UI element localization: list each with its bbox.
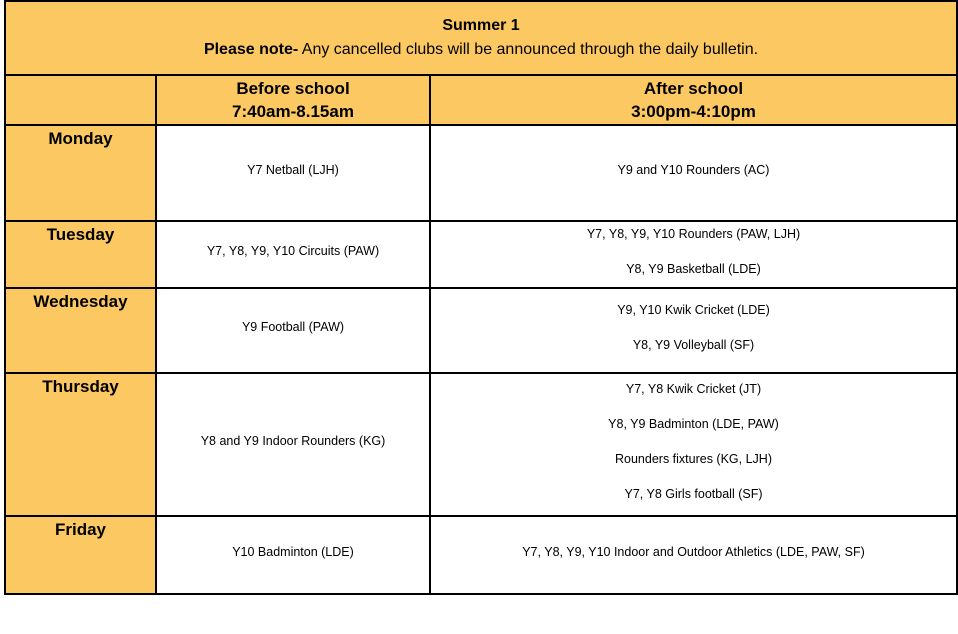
note-prefix: Please note- (203, 41, 299, 58)
club-entry: Y7, Y8, Y9, Y10 Circuits (PAW) (206, 244, 380, 258)
clubs-timetable (4, 0, 958, 595)
before-school-cell (156, 516, 430, 594)
day-monday: Monday (5, 125, 156, 221)
club-entry: Y7, Y8, Y9, Y10 Rounders (PAW, LJH) (586, 226, 801, 241)
club-entry: Y7 Netball (LJH) (247, 162, 339, 177)
before-school-cell (156, 221, 430, 288)
day-friday: Friday (5, 516, 156, 594)
before-school-cell (156, 288, 430, 373)
note-text: Any cancelled clubs will be announced through the daily bulletin. (301, 41, 759, 58)
club-entry: Y7, Y8 Girls football (SF) (624, 486, 763, 501)
cancellation-note (6, 38, 956, 62)
table-row (5, 288, 957, 373)
club-entry: Y8 and Y9 Indoor Rounders (KG) (200, 434, 386, 448)
club-entry: Y8, Y9 Basketball (LDE) (626, 261, 761, 276)
club-entry: Y9 Football (PAW) (241, 320, 345, 334)
before-school-cell (156, 373, 430, 516)
club-entry: Rounders fixtures (KG, LJH) (615, 451, 772, 466)
day-tuesday: Tuesday (5, 221, 156, 288)
table-row (5, 221, 957, 288)
before-school-cell (156, 125, 430, 221)
after-school-cell (430, 516, 957, 594)
club-entry: Y8, Y9 Badminton (LDE, PAW) (608, 416, 779, 431)
club-entry: Y10 Badminton (LDE) (232, 544, 354, 559)
day-wednesday: Wednesday (5, 288, 156, 373)
table-row (5, 373, 957, 516)
day-thursday: Thursday (5, 373, 156, 516)
table-row (5, 516, 957, 594)
club-entry: Y8, Y9 Volleyball (SF) (632, 337, 755, 352)
after-school-label: After school (643, 79, 744, 98)
club-entry: Y7, Y8, Y9, Y10 Indoor and Outdoor Athletics (LDE, PAW, SF) (522, 544, 865, 559)
after-school-cell (430, 221, 957, 288)
club-entry: Y7, Y8 Kwik Cricket (JT) (625, 381, 762, 396)
column-header-before-school (156, 75, 430, 125)
club-entry: Y9, Y10 Kwik Cricket (LDE) (617, 302, 770, 317)
timetable-banner (5, 1, 957, 75)
club-entry: Y9 and Y10 Rounders (AC) (617, 162, 770, 177)
term-title: Summer 1 (442, 17, 520, 34)
after-school-cell (430, 373, 957, 516)
after-school-time: 3:00pm-4:10pm (631, 102, 756, 121)
after-school-cell (430, 125, 957, 221)
corner-cell (5, 75, 156, 125)
before-school-time: 7:40am-8.15am (232, 102, 354, 121)
after-school-cell (430, 288, 957, 373)
before-school-label: Before school (236, 79, 350, 98)
table-row (5, 125, 957, 221)
column-header-after-school (430, 75, 957, 125)
